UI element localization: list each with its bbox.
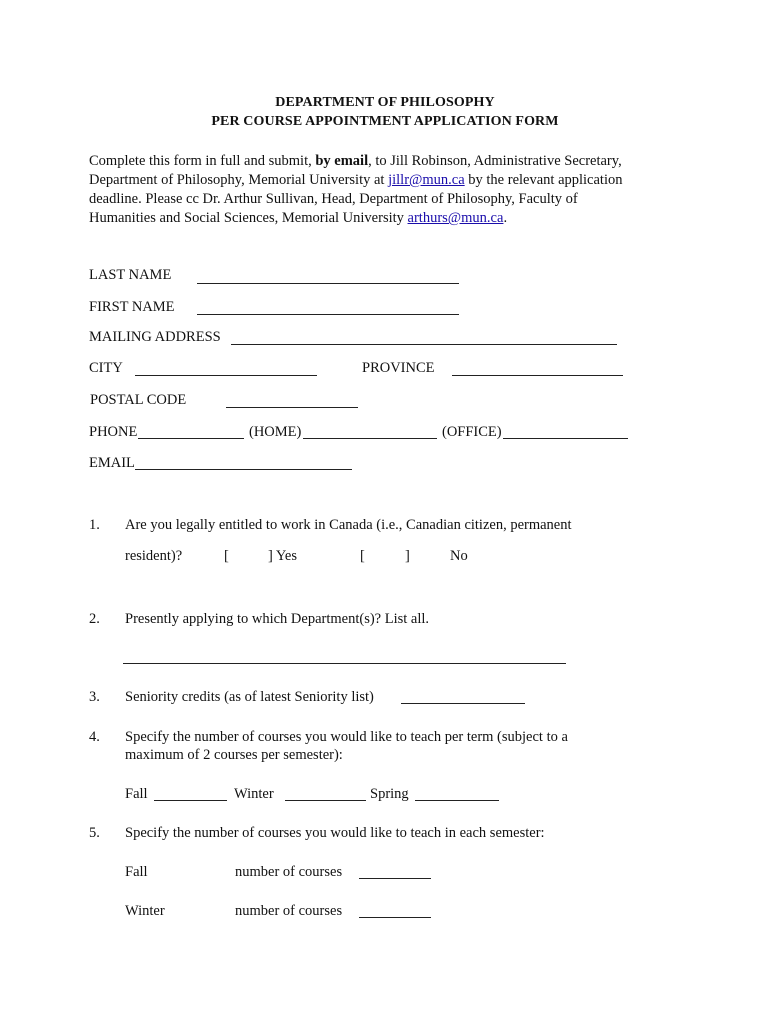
q3-answer-field[interactable]: [401, 703, 525, 704]
mailing-address-field[interactable]: [231, 344, 617, 345]
city-field[interactable]: [135, 375, 317, 376]
q1-yes-option[interactable]: ] Yes: [268, 548, 298, 564]
phone-home-field[interactable]: [138, 438, 244, 439]
q3-text: Seniority credits (as of latest Seniority list): [125, 689, 374, 705]
province-field[interactable]: [452, 375, 623, 376]
q3-number: 3.: [89, 689, 100, 705]
q4-spring-field[interactable]: [415, 800, 499, 801]
q4-winter-label: Winter: [234, 786, 274, 802]
q5-number: 5.: [89, 825, 100, 841]
q1-text-continued: resident)?: [125, 548, 183, 564]
q5-fall-field[interactable]: [359, 878, 431, 879]
q5-winter-courses-label: number of courses: [235, 903, 343, 919]
q4-text: Specify the number of courses you would like to teach per term (subject to a: [125, 729, 568, 745]
email-link-jillr[interactable]: jillr@mun.ca: [388, 172, 465, 188]
q2-number: 2.: [89, 611, 100, 627]
form-title-line2: PER COURSE APPOINTMENT APPLICATION FORM: [211, 114, 559, 129]
by-email-emphasis: by email: [315, 153, 369, 169]
q5-text: Specify the number of courses you would like to teach in each semester:: [125, 825, 545, 841]
q5-fall-courses-label: number of courses: [235, 864, 343, 880]
q2-text: Presently applying to which Department(s)? List all.: [125, 611, 430, 627]
mailing-address-label: MAILING ADDRESS: [89, 329, 221, 345]
phone-label: PHONE: [89, 424, 138, 440]
q4-spring-label: Spring: [370, 786, 409, 802]
q4-number: 4.: [89, 729, 100, 745]
phone-office-trailing-field[interactable]: [503, 438, 628, 439]
q1-no-bracket-open: [: [360, 548, 365, 564]
q1-no-bracket-close[interactable]: ]: [405, 548, 410, 564]
q4-text-continued: maximum of 2 courses per semester):: [125, 747, 343, 763]
postal-code-field[interactable]: [226, 407, 358, 408]
email-label: EMAIL: [89, 455, 135, 471]
home-label: (HOME): [249, 424, 302, 440]
first-name-field[interactable]: [197, 314, 459, 315]
q1-text: Are you legally entitled to work in Canada (i.e., Canadian citizen, permanent: [125, 517, 572, 533]
intro-paragraph: Complete this form in full and submit, by email, to Jill Robinson, Administrative Secretary, Department of Philosophy, Memorial University at jillr@mun.ca by the relevant application deadline. Please cc Dr. Arthur Sullivan, Head, Department of Philosophy, Faculty of Humanities and Social Sciences, Memorial University arthurs@mun.ca.: [89, 153, 623, 226]
q1-yes-bracket-open: [: [224, 548, 229, 564]
office-label: (OFFICE): [442, 424, 502, 440]
province-label: PROVINCE: [362, 360, 435, 376]
q4-fall-label: Fall: [125, 786, 148, 802]
form-title-line1: DEPARTMENT OF PHILOSOPHY: [275, 95, 495, 110]
last-name-label: LAST NAME: [89, 267, 172, 283]
q5-fall-label: Fall: [125, 864, 148, 880]
q1-number: 1.: [89, 517, 100, 533]
phone-office-field[interactable]: [303, 438, 437, 439]
q1-no-option: No: [450, 548, 468, 564]
email-link-arthurs[interactable]: arthurs@mun.ca: [407, 210, 504, 226]
last-name-field[interactable]: [197, 283, 459, 284]
postal-code-label: POSTAL CODE: [90, 392, 187, 408]
first-name-label: FIRST NAME: [89, 299, 175, 315]
city-label: CITY: [89, 360, 123, 376]
q5-winter-field[interactable]: [359, 917, 431, 918]
q4-fall-field[interactable]: [154, 800, 227, 801]
q2-answer-field[interactable]: [123, 663, 566, 664]
q4-winter-field[interactable]: [285, 800, 366, 801]
email-field[interactable]: [135, 469, 352, 470]
q5-winter-label: Winter: [125, 903, 165, 919]
